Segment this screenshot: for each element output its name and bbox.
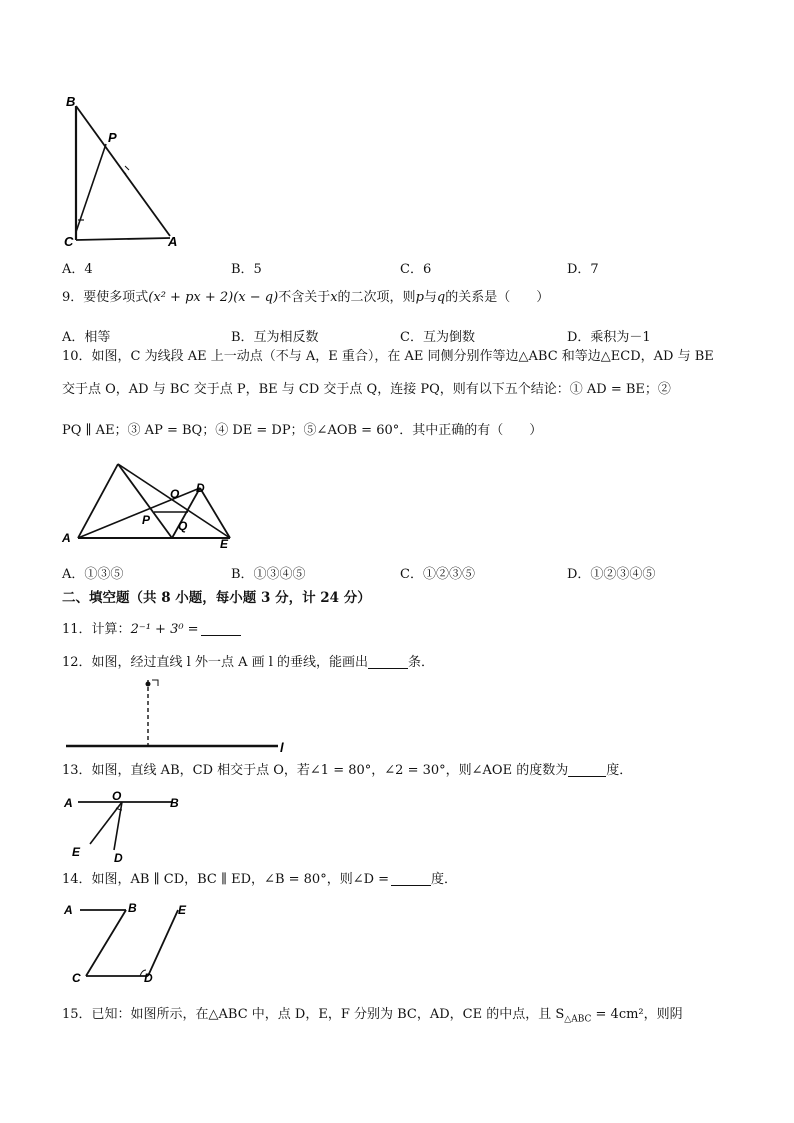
q14-answer-blank[interactable]	[391, 871, 431, 886]
q15-subscript: △ABC	[564, 1014, 592, 1025]
q9-text-d: 与	[423, 290, 437, 305]
q9-expression: (x² + px + 2)(x − q)	[148, 290, 279, 305]
q10-option-c: C．①②③⑤	[400, 567, 475, 582]
q14-label-d: D	[144, 971, 153, 985]
q12-answer-blank[interactable]	[368, 654, 408, 669]
q10-label-a: A	[62, 531, 71, 545]
q9-option-a: A．相等	[62, 330, 111, 345]
q8-option-c: C．6	[400, 262, 432, 277]
q10-line-3: PQ ∥ AE；③ AP = BQ；④ DE = DP；⑤∠AOB = 60°．其中正确的有（ ）	[62, 423, 543, 438]
q13-text: 13．如图，直线 AB，CD 相交于点 O，若∠1 = 80°，∠2 = 30°，则∠AOE 的度数为	[62, 763, 569, 778]
q9-text-e: 的关系是（ ）	[445, 290, 550, 305]
q12-question	[62, 654, 434, 672]
q15-text: 15．已知：如图所示，在△ABC 中，点 D，E，F 分别为 BC，AD，CE 的中点，且 S	[62, 1007, 565, 1022]
q10-label-p: P	[142, 513, 151, 527]
q9-var-q: q	[436, 290, 446, 305]
q13-label-b: B	[170, 796, 179, 810]
q9-text-b: 不含关于	[278, 290, 331, 305]
q14-parallel-lines-figure	[60, 896, 200, 988]
q10-option-d: D．①②③④⑤	[567, 567, 656, 582]
q12-line-figure	[60, 674, 300, 756]
q10-label-e: E	[220, 537, 229, 550]
q9-num: 9．	[62, 290, 84, 305]
q9-option-b: B．互为相反数	[231, 330, 319, 345]
q15-question	[62, 1006, 683, 1029]
q8-label-a: A	[168, 234, 178, 249]
q8-label-b: B	[66, 94, 76, 109]
q9-var-x: x	[330, 290, 338, 305]
q10-triangles-figure	[60, 458, 240, 550]
q12-tail: 条．	[408, 655, 435, 670]
q14-text: 14．如图，AB ∥ CD，BC ∥ ED，∠B = 80°，则∠D =	[62, 872, 390, 887]
q14-label-b: B	[128, 901, 137, 915]
q11-num: 11．	[62, 622, 92, 637]
section-2-title: 二、填空题（共 8 小题，每小题 3 分，计 24 分）	[62, 590, 371, 606]
q11-expression: 2⁻¹ + 3⁰ =	[130, 622, 199, 637]
q10-label-q: Q	[178, 519, 188, 533]
q9-option-c: C．互为倒数	[400, 330, 475, 345]
q12-text: 12．如图，经过直线 l 外一点 A 画 l 的垂线，能画出	[62, 655, 369, 670]
q12-label-l: l	[280, 740, 284, 755]
q9-text-a: 要使多项式	[83, 290, 149, 305]
q10-label-o: O	[170, 487, 180, 501]
q9-option-d: D．乘积为－1	[567, 330, 651, 345]
q14-question	[62, 871, 457, 889]
q10-line-2: 交于点 O，AD 与 BC 交于点 P，BE 与 CD 交于点 Q，连接 PQ，则有以下五个结论：① AD = BE；②	[62, 382, 671, 397]
q8-label-p: P	[108, 130, 117, 145]
q11-question	[62, 621, 241, 639]
q9-text-c: 的二次项，则	[337, 290, 416, 305]
q13-label-o: O	[112, 789, 122, 803]
q8-option-a: A．4	[62, 262, 93, 277]
q11-answer-blank[interactable]	[201, 621, 241, 636]
q13-label-d: D	[114, 851, 123, 864]
q13-label-e: E	[72, 845, 81, 859]
q14-label-c: C	[72, 971, 81, 985]
q10-option-b: B．①③④⑤	[231, 567, 306, 582]
q8-option-d: D．7	[567, 262, 599, 277]
q10-option-a: A．①③⑤	[62, 567, 124, 582]
q8-triangle-figure	[60, 92, 190, 250]
q13-question	[62, 762, 632, 780]
q13-intersecting-lines-figure	[60, 788, 190, 864]
q11-text: 计算：	[91, 622, 131, 637]
q13-label-a: A	[64, 796, 73, 810]
q14-label-a: A	[64, 903, 73, 917]
q9-question	[62, 289, 549, 307]
q10-label-d: D	[196, 481, 205, 495]
q10-line-1: 10．如图，C 为线段 AE 上一动点（不与 A，E 重合），在 AE 同侧分别作等边△ABC 和等边△ECD，AD 与 BE	[62, 349, 714, 364]
q9-var-p: p	[415, 290, 424, 305]
q14-label-e: E	[178, 903, 187, 917]
q14-tail: 度．	[431, 872, 458, 887]
q8-option-b: B．5	[231, 262, 262, 277]
q13-answer-blank[interactable]	[568, 762, 606, 777]
q15-tail: = 4cm²，则阴	[591, 1007, 683, 1022]
q8-label-c: C	[64, 234, 74, 249]
q13-tail: 度．	[606, 763, 633, 778]
